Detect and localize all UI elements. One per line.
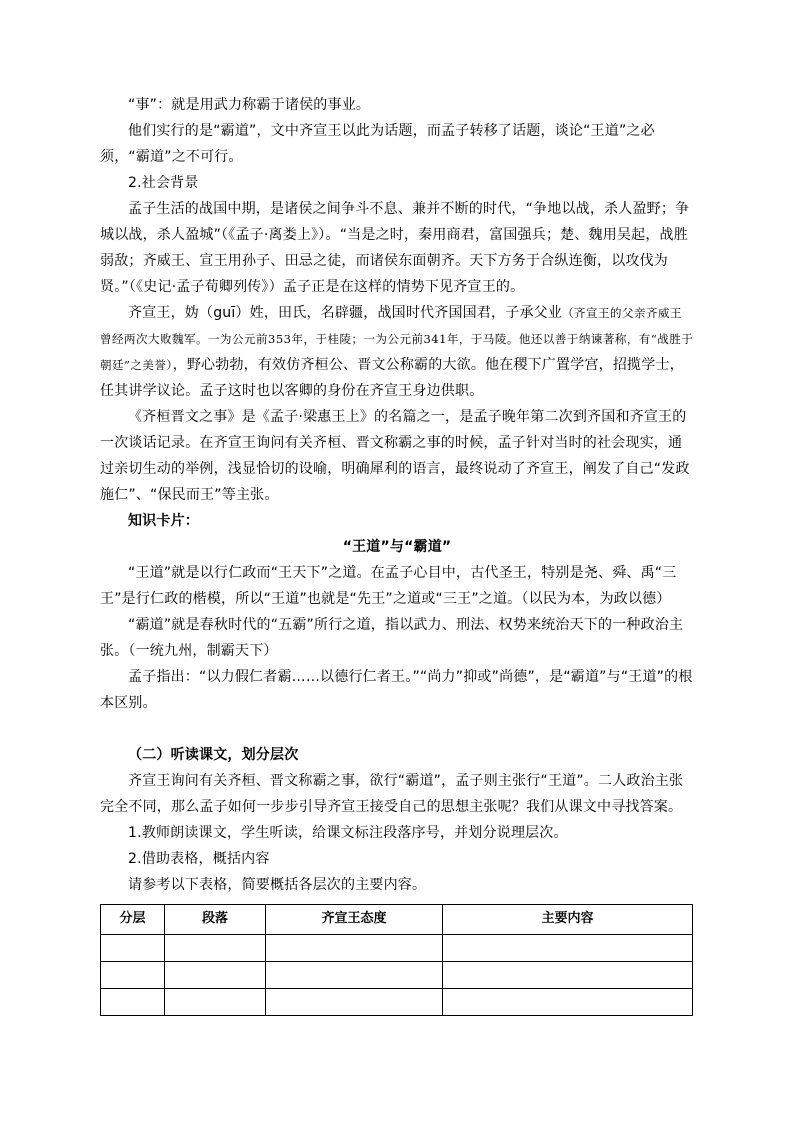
paragraph-qi-xuanwang (100, 300, 694, 404)
qi-xuanwang-rest: ，野心勃勃，有效仿齐桓公、晋文公称霸的大欲。他在稷下广置学宫，招揽学士，任其讲学议论。孟子这时也以客卿的身份在齐宣王身边供职。 (100, 357, 684, 399)
knowledge-card-title: “王道”与“霸道” (342, 539, 452, 555)
table-cell[interactable] (165, 989, 266, 1016)
paragraph-wangdao: “王道”就是以行仁政而“王天下”之道。在孟子心目中，古代圣王，特别是尧、舜、禹“三王”是行仁政的楷模，所以“王道”也就是“先王”之道或“三王”之道。（以民为本，为政以德） (100, 565, 677, 607)
paragraph-badao-topic: 他们实行的是“霸道”，文中齐宣王以此为话题，而孟子转移了话题，谈论“王道”之必须，“霸道”之不可行。 (100, 123, 655, 165)
heading-social-background: 2.社会背景 (128, 175, 199, 191)
section-heading-listen-read: （二）听读课文，划分层次 (128, 747, 299, 763)
qi-xuanwang-note: （齐宣王的父亲齐威王曾经两次大败魏军。一为公元前353年，于桂陵；一为公元前341年，于马陵。他还以善于纳谏著称，有“战胜于朝廷”之美誉） (100, 306, 694, 372)
paragraph-step-1: 1.教师朗读课文，学生听读，给课文标注段落序号，并划分说理层次。 (128, 825, 568, 841)
knowledge-card-label: 知识卡片： (128, 513, 199, 529)
paragraph-badao: “霸道”就是春秋时代的“五霸”所行之道，指以武力、刑法、权势来统治天下的一种政治主张。（一统九州，制霸天下） (100, 617, 684, 659)
table-cell[interactable] (165, 962, 266, 989)
table-cell[interactable] (101, 935, 165, 962)
header-paragraph: 段落 (165, 905, 266, 935)
table-cell[interactable] (165, 935, 266, 962)
paragraph-shi-definition: “事”：就是用武力称霸于诸侯的事业。 (128, 97, 371, 113)
paragraph-step-2: 2.借助表格，概括内容 (128, 851, 270, 867)
document-page (100, 0, 694, 1016)
table-cell[interactable] (101, 989, 165, 1016)
table-row (101, 989, 693, 1016)
table-cell[interactable] (266, 989, 443, 1016)
table-row (101, 962, 693, 989)
table-cell[interactable] (266, 962, 443, 989)
paragraph-table-instruction: 请参考以下表格，简要概括各层次的主要内容。 (128, 877, 427, 893)
table-cell[interactable] (101, 962, 165, 989)
table-cell[interactable] (266, 935, 443, 962)
qi-xuanwang-intro: 齐宣王，妫（guī）姓，田氏，名辟疆，战国时代齐国国君，子承父业 (128, 305, 563, 321)
paragraph-social-background: 孟子生活的战国中期，是诸侯之间争斗不息、兼并不断的时代，“争地以战，杀人盈野；争城以战，杀人盈城”（《孟子·离娄上》）。“当是之时，秦用商君，富国强兵；楚、魏用吴起，战胜弱敌；齐威王、宣王用孙子、田忌之徒，而诸侯东面朝齐。天下方务于合纵连衡，以攻伐为贤。”（《史记·孟子荀卿列传》）孟子正是在这样的情势下见齐宣王的。 (100, 201, 690, 295)
table-cell[interactable] (443, 935, 693, 962)
paragraph-mencius-says: 孟子指出：“以力假仁者霸……以德行仁者王。”“尚力”抑或”尚德”，是“霸道”与“王道”的根本区别。 (100, 669, 693, 711)
header-main-content: 主要内容 (443, 905, 693, 935)
table-row (101, 935, 693, 962)
header-layer: 分层 (101, 905, 165, 935)
table-cell[interactable] (443, 989, 693, 1016)
summary-table (100, 904, 693, 1016)
table-header-row (101, 905, 693, 935)
paragraph-political-views: 齐宣王询问有关齐桓、晋文称霸之事，欲行“霸道”，孟子则主张行“王道”。二人政治主张完全不同，那么孟子如何一步步引导齐宣王接受自己的思想主张呢？我们从课文中寻找答案。 (100, 773, 684, 815)
table-cell[interactable] (443, 962, 693, 989)
paragraph-text-intro: 《齐桓晋文之事》是《孟子·梁惠王上》的名篇之一，是孟子晚年第二次到齐国和齐宣王的一次谈话记录。在齐宣王询问有关齐桓、晋文称霸之事的时候，孟子针对当时的社会现实，通过亲切生动的举例，浅显恰切的设喻，明确犀利的语言，最终说动了齐宣王，阐发了自己“发政施仁”、“保民而王”等主张。 (100, 409, 690, 503)
header-attitude: 齐宣王态度 (266, 905, 443, 935)
